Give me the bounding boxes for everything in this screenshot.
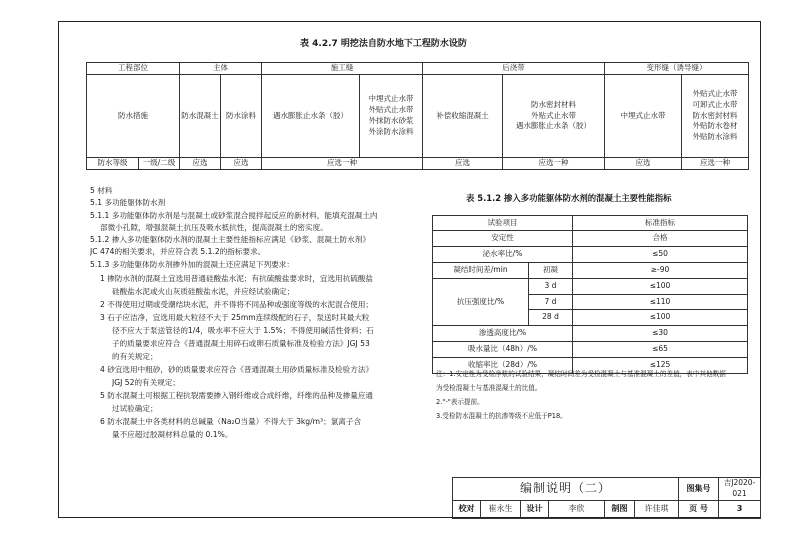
measure-cell: 遇水膨胀止水条（胶） (262, 75, 360, 158)
body-line: 部微小孔隙，增强混凝土抗压及吸水抵抗性，提高混凝土的密实度。 (100, 223, 328, 232)
drafter-label: 制图 (605, 500, 635, 518)
row-value: ≤65 (573, 342, 748, 358)
header-construction-joint: 施工缝 (262, 63, 423, 75)
measure-cell: 外贴式止水带 可卸式止水带 防水密封材料 外贴防水卷材 外贴防水涂料 (682, 75, 749, 158)
body-line: JC 474的相关要求，并应符合表 5.1.2的指标要求。 (90, 247, 266, 256)
table2-caption: 表 5.1.2 掺入多功能躯体防水剂的混凝土主要性能指标 (466, 193, 672, 203)
table-note: 2."-"表示提前。 (436, 398, 484, 406)
body-line: 4 砂宜选用中粗砂，砂的质量要求应符合《普通混凝土用砂质量标准及检验方法》 (100, 365, 374, 374)
grade-cell: 应选 (180, 158, 221, 170)
checker-name: 崔永生 (481, 500, 521, 518)
header-deformation-joint: 变形缝（诱导缝） (605, 63, 749, 75)
row-sub: 3 d (529, 278, 573, 294)
body-line: 6 防水混凝土中各类材料的总碱量（Na₂O当量）不得大于 3kg/m³；氯离子含 (100, 417, 362, 426)
col-test-item: 试验项目 (433, 216, 573, 231)
header-post-pour-strip: 后浇带 (423, 63, 605, 75)
measure-cell: 中埋式止水带 (605, 75, 682, 158)
row-sub: 初凝 (529, 262, 573, 278)
row-value: ≤50 (573, 246, 748, 262)
body-line: JGJ 52的有关规定； (112, 378, 181, 387)
measure-cell: 防水涂料 (221, 75, 262, 158)
grade-cell: 应选一种 (682, 158, 749, 170)
row-label: 泌水率比/% (433, 246, 573, 262)
performance-index-table (432, 215, 748, 374)
section-heading: 5 材料 (90, 186, 113, 195)
row-label: 凝结时间差/min (433, 262, 529, 278)
body-line: 子的质量要求应符合《普通混凝土用碎石或卵石质量标准及检验方法》JGJ 53 (112, 339, 370, 348)
body-line: 径不应大于泵送管径的1/4，吸水率不应大于 1.5%；不得使用碱活性骨料；石 (112, 326, 374, 335)
row-value: ≤125 (573, 358, 748, 374)
body-line: 的有关规定； (112, 352, 158, 361)
table1-caption: 表 4.2.7 明挖法自防水地下工程防水设防 (300, 39, 467, 49)
header-project-part: 工程部位 (87, 63, 180, 75)
row-sub: 7 d (529, 294, 573, 310)
body-line: 1 掺防水剂的混凝土宜选用普通硅酸盐水泥；有抗硫酸盐要求时，宜选用抗硫酸盐 (100, 274, 374, 283)
atlas-label: 图集号 (679, 478, 719, 501)
body-line: 5 防水混凝土可根据工程抗裂需要掺入钢纤维或合成纤维，纤维的品种及掺量应通 (100, 391, 374, 400)
drafter-name: 许佳琪 (635, 500, 679, 518)
measure-cell: 补偿收缩混凝土 (423, 75, 503, 158)
body-line: 2 不得使用过期或受潮结块水泥，并不得将不同品种或强度等级的水泥混合使用； (100, 300, 374, 309)
grade-cell: 应选 (221, 158, 262, 170)
table-note: 3.受检防水混凝土的抗渗等级不应低于P18。 (436, 412, 567, 420)
row-label: 渗透高度比/% (433, 326, 573, 342)
table-note: 为受检混凝土与基准混凝土的比值。 (436, 384, 542, 392)
row-value: ≥-90 (573, 262, 748, 278)
row-value: ≤100 (573, 278, 748, 294)
body-line: 5.1.2 掺入多功能躯体防水剂的混凝土主要性能指标应满足《砂浆、混凝土防水剂》 (90, 235, 370, 244)
body-line: 5.1.1 多功能躯体防水剂是与混凝土或砂浆混合搅拌起反应的新材料，能填充混凝土内 (90, 211, 378, 220)
waterproof-measures-table (86, 62, 749, 170)
body-line: 3 石子应洁净，宜选用最大粒径不大于 25mm连续级配的石子，泵送时其最大粒 (100, 313, 370, 322)
measure-cell: 中埋式止水带 外贴式止水带 外抹防水砂浆 外涂防水涂料 (360, 75, 423, 158)
row-label: 安定性 (433, 231, 573, 247)
body-line: 过试验确定； (112, 404, 158, 413)
row-label: 吸水量比（48h）/% (433, 342, 573, 358)
designer-name: 李欣 (549, 500, 605, 518)
page-number: 3 (719, 500, 761, 518)
grade-cell: 应选一种 (503, 158, 605, 170)
checker-label: 校对 (453, 500, 481, 518)
row-value: ≤110 (573, 294, 748, 310)
atlas-number: 吉J2020-021 (719, 478, 761, 501)
body-line: 硅酸盐水泥或火山灰质硅酸盐水泥，并应经试验确定； (112, 287, 295, 296)
body-line: 量不应超过胶凝材料总量的 0.1%。 (112, 430, 233, 439)
designer-label: 设计 (521, 500, 549, 518)
row-value: 合格 (573, 231, 748, 247)
grade-cell: 应选 (605, 158, 682, 170)
header-main-body: 主体 (180, 63, 262, 75)
row-label-measures: 防水措施 (87, 75, 180, 158)
grade-cell: 应选 (423, 158, 503, 170)
body-line: 5.1.3 多功能躯体防水剂掺外加的混凝土还应满足下列要求： (90, 260, 294, 269)
row-label: 收缩率比（28d）/% (433, 358, 573, 374)
grade-value: 一级/二级 (139, 158, 180, 170)
table-note: 注：1.安定性为受检净浆的试验结果，凝结时间差为受检混凝土与基准混凝土的差值，表中其他数据 (436, 370, 726, 378)
page-label: 页 号 (679, 500, 719, 518)
row-value: ≤100 (573, 310, 748, 326)
col-standard-index: 标准指标 (573, 216, 748, 231)
row-value: ≤30 (573, 326, 748, 342)
drawing-title: 编制说明（二） (453, 478, 679, 501)
measure-cell: 防水密封材料 外贴式止水带 遇水膨胀止水条（胶） (503, 75, 605, 158)
row-label: 抗压强度比/% (433, 278, 529, 326)
title-block (452, 477, 761, 519)
grade-cell: 应选一种 (262, 158, 423, 170)
row-sub: 28 d (529, 310, 573, 326)
measure-cell: 防水混凝土 (180, 75, 221, 158)
subsection-heading: 5.1 多功能躯体防水剂 (90, 198, 166, 207)
grade-label: 防水等级 (87, 158, 139, 170)
